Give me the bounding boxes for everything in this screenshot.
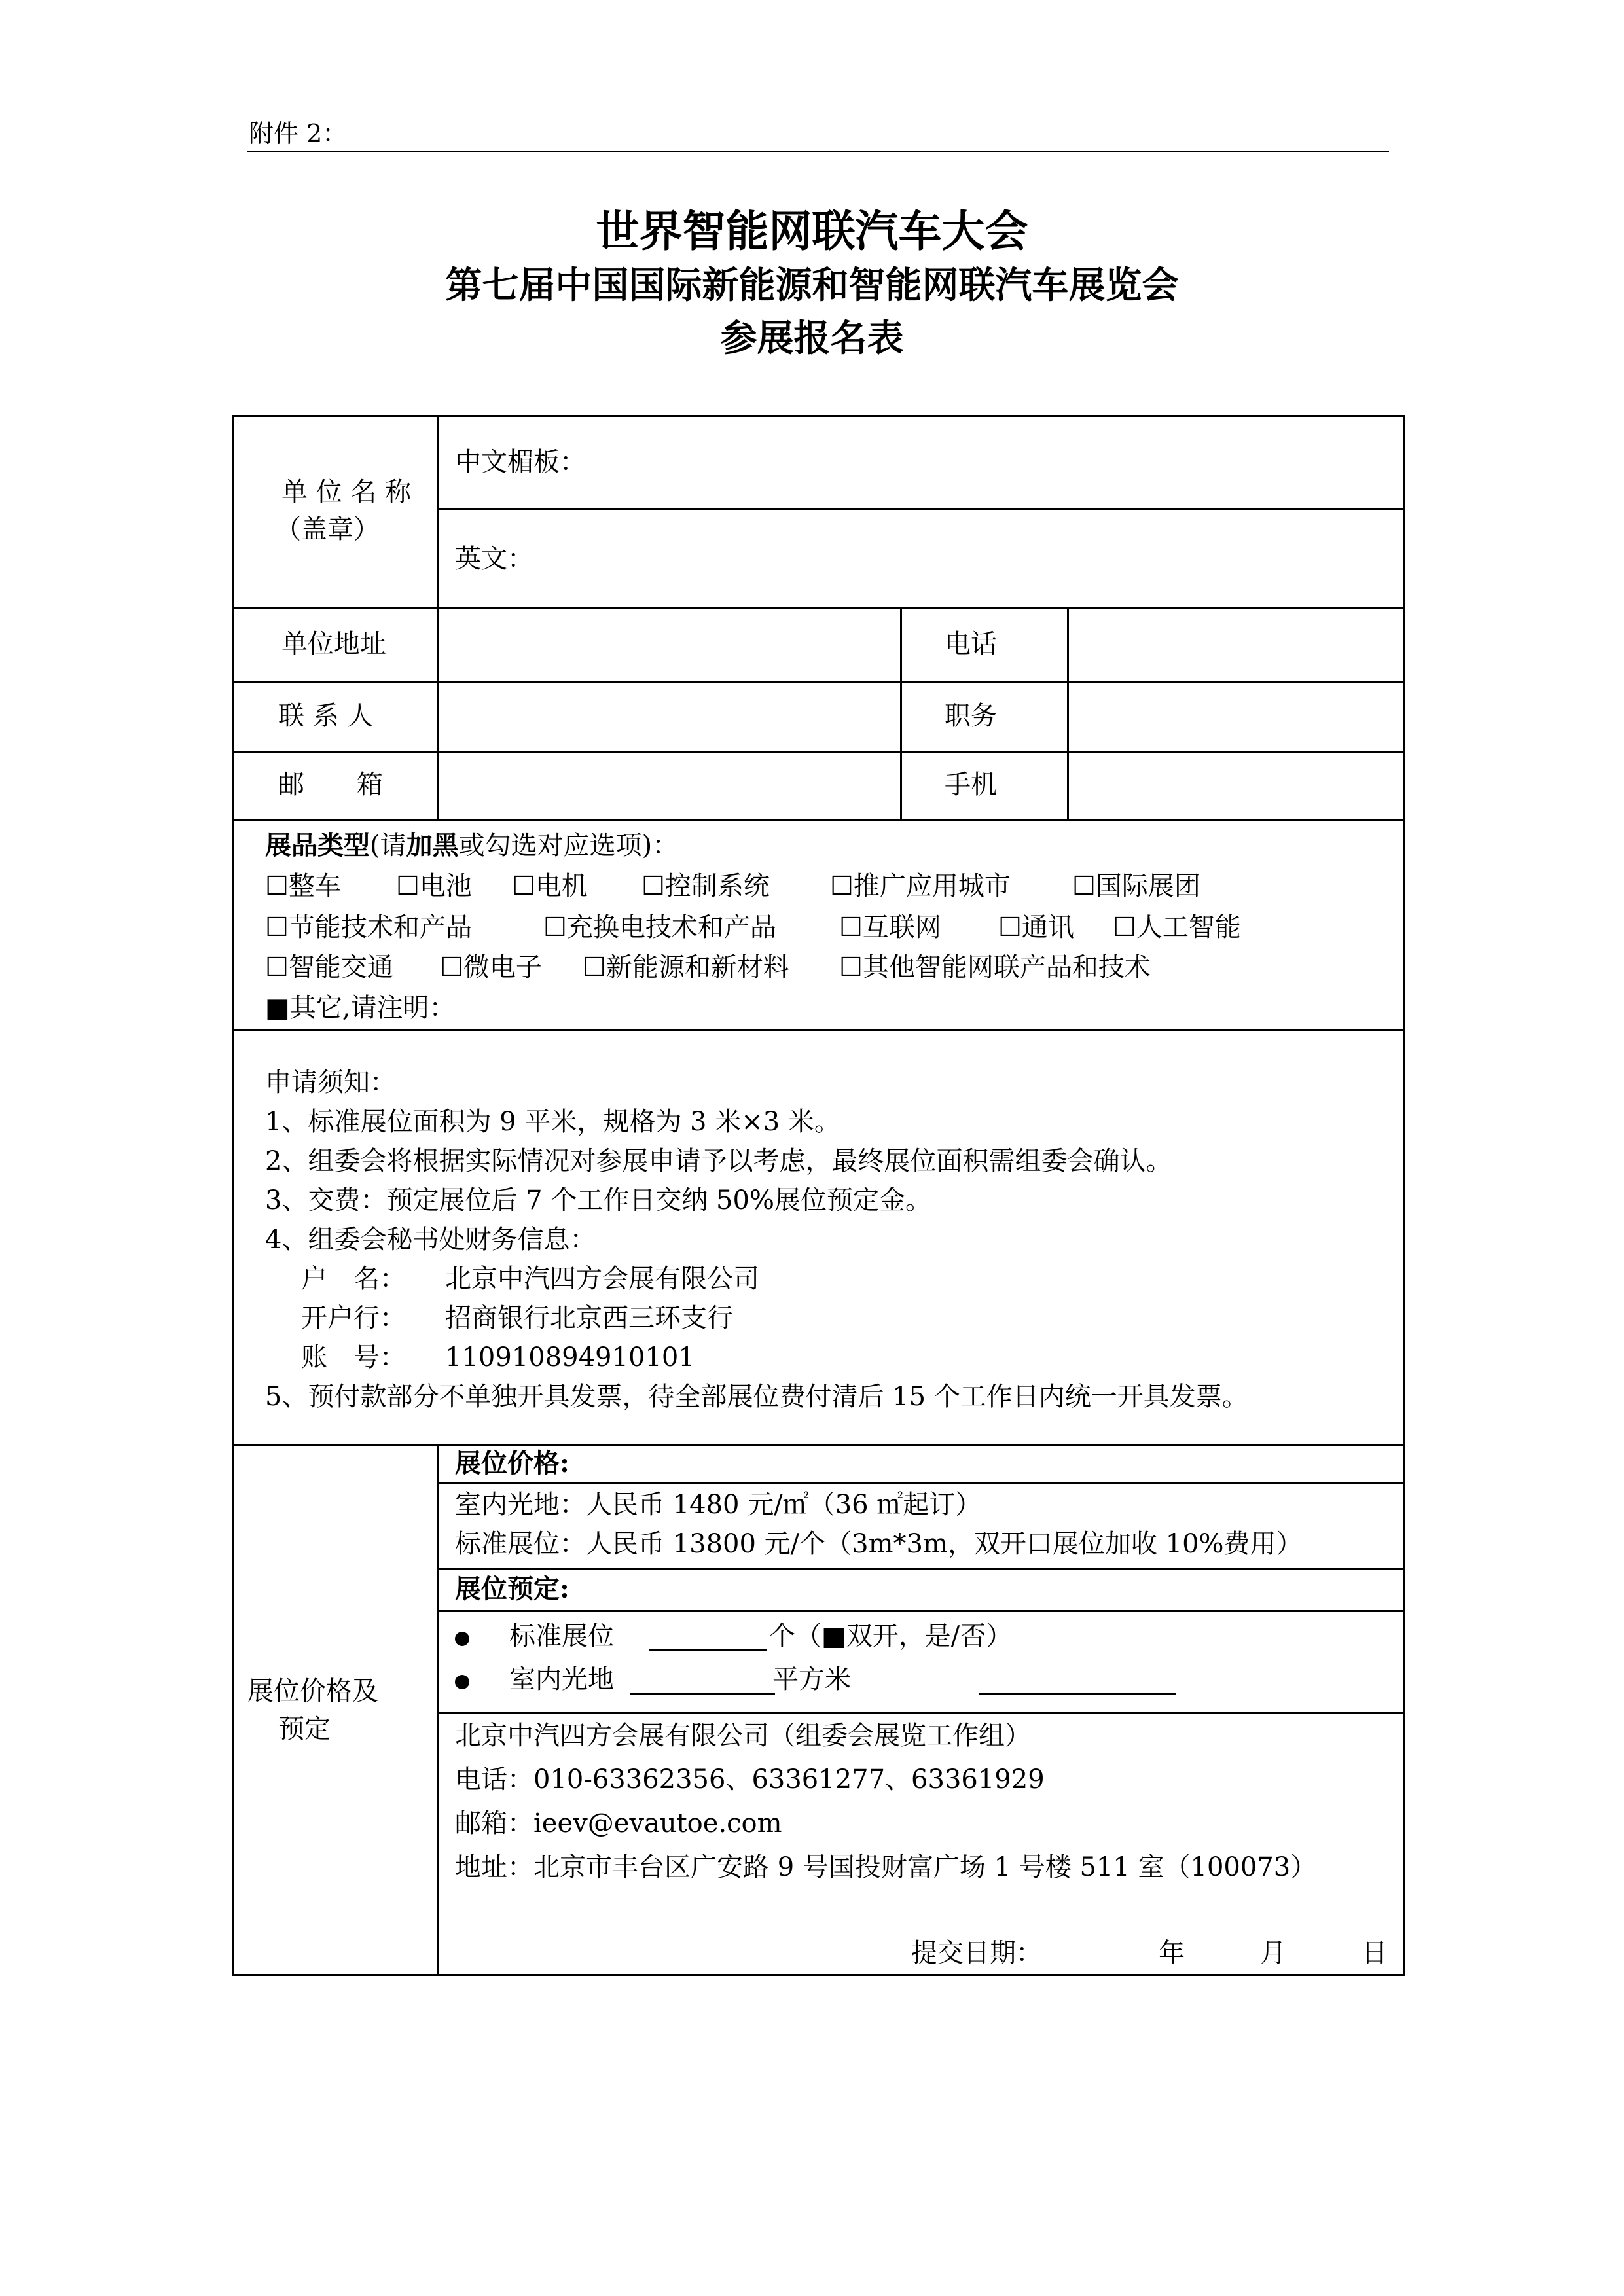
exhibit-option-smart-transport[interactable]: ☐智能交通 <box>265 952 393 982</box>
year-label: 年 <box>1159 1938 1185 1968</box>
exhibit-option-intl-pavilion[interactable]: ☐国际展团 <box>1072 871 1200 901</box>
mobile-label: 手机 <box>945 770 997 800</box>
price-standard: 标准展位：人民币 13800 元/个（3m*3m，双开口展位加收 10%费用） <box>455 1529 1303 1559</box>
booking-standard-label: 标准展位 <box>509 1621 614 1651</box>
cn-name-label: 中文楣板： <box>455 447 586 477</box>
position-label: 职务 <box>945 701 997 731</box>
exhibit-option-telecom[interactable]: ☐通讯 <box>998 912 1074 942</box>
exhibit-option-energy-saving[interactable]: ☐节能技术和产品 <box>265 912 472 942</box>
exhibit-option-other-icv[interactable]: ☐其他智能网联产品和技术 <box>839 952 1151 982</box>
header-rule <box>247 151 1389 152</box>
table-border-bottom <box>232 1974 1405 1976</box>
notice-item-5: 5、预付款部分不单独开具发票，待全部展位费付清后 15 个工作日内统一开具发票。 <box>265 1382 1248 1412</box>
price-indoor: 室内光地：人民币 1480 元/㎡（36 ㎡起订） <box>455 1490 982 1520</box>
exhibit-types-heading <box>265 830 678 861</box>
bank-name: 招商银行北京西三环支行 <box>445 1303 733 1333</box>
phone-field[interactable] <box>1072 612 1399 677</box>
notice-item-2: 2、组委会将根据实际情况对参展申请予以考虑，最终展位面积需组委会确认。 <box>265 1146 1172 1176</box>
account-name: 北京中汽四方会展有限公司 <box>445 1264 759 1294</box>
submit-year-field[interactable] <box>1060 1934 1152 1968</box>
booking-standard-unit: 个（■双开，是/否） <box>769 1621 1013 1651</box>
contact-label: 联 系 人 <box>278 701 374 731</box>
booking-indoor-label: 室内光地 <box>509 1664 614 1695</box>
notice-item-3: 3、交费：预定展位后 7 个工作日交纳 50%展位预定金。 <box>265 1185 931 1215</box>
table-border-top <box>232 415 1405 417</box>
divider <box>232 681 1405 683</box>
exhibit-option-charging[interactable]: ☐充换电技术和产品 <box>543 912 776 942</box>
booking-extra-field[interactable] <box>979 1666 1176 1695</box>
month-label: 月 <box>1260 1938 1286 1968</box>
heading-text: 或勾选对应选项)： <box>458 831 679 861</box>
booth-side-label: 展位价格及 <box>247 1676 378 1706</box>
table-border-left <box>232 415 234 1976</box>
mobile-field[interactable] <box>1072 755 1399 816</box>
heading-text: (请 <box>370 831 406 861</box>
divider <box>437 1568 1405 1570</box>
exhibit-option-ai[interactable]: ☐人工智能 <box>1113 912 1241 942</box>
account-number: 110910894910101 <box>445 1342 695 1372</box>
heading-bold: 加黑 <box>406 830 459 861</box>
cn-name-field[interactable] <box>589 425 1394 501</box>
notice-item-1: 1、标准展位面积为 9 平米，规格为 3 米×3 米。 <box>265 1107 840 1137</box>
en-name-label: 英文： <box>455 544 533 574</box>
divider <box>437 508 1405 510</box>
company-name-label: 单 位 名 称 <box>281 477 412 507</box>
exhibit-option-other[interactable]: ■其它,请注明： <box>265 993 456 1023</box>
email-field[interactable] <box>442 755 897 816</box>
account-number-label: 账 号： <box>301 1342 406 1372</box>
booking-indoor-unit: 平方米 <box>772 1664 851 1695</box>
en-name-field[interactable] <box>537 517 1394 602</box>
company-seal-label: （盖章） <box>275 514 380 545</box>
title-exhibition: 第七届中国国际新能源和智能网联汽车展览会 <box>445 264 1179 307</box>
price-heading: 展位价格: <box>455 1448 569 1479</box>
divider <box>232 1029 1405 1031</box>
position-field[interactable] <box>1072 684 1399 748</box>
address-label: 单位地址 <box>281 629 386 659</box>
notice-item-4: 4、组委会秘书处财务信息： <box>265 1225 596 1255</box>
divider <box>232 607 1405 609</box>
booth-side-label-2: 预定 <box>278 1714 331 1744</box>
divider <box>437 1482 1405 1484</box>
heading-bold: 展品类型 <box>265 830 370 861</box>
contact-email: 邮箱：ieev@evautoe.com <box>455 1808 782 1839</box>
booth-label-divider <box>437 1444 439 1974</box>
submit-date-label: 提交日期： <box>911 1938 1042 1968</box>
contact-field[interactable] <box>442 684 897 748</box>
contact-address: 地址：北京市丰台区广安路 9 号国投财富广场 1 号楼 511 室（100073） <box>455 1852 1317 1882</box>
bullet-icon <box>455 1632 469 1646</box>
divider <box>232 751 1405 753</box>
submit-month-field[interactable] <box>1191 1934 1257 1968</box>
title-form: 参展报名表 <box>720 317 904 360</box>
exhibit-option-control-system[interactable]: ☐控制系统 <box>641 871 770 901</box>
exhibit-option-whole-vehicle[interactable]: ☐整车 <box>265 871 341 901</box>
submit-day-field[interactable] <box>1293 1934 1358 1968</box>
contact-company: 北京中汽四方会展有限公司（组委会展览工作组） <box>455 1721 1031 1751</box>
contact-phone: 电话：010-63362356、63361277、63361929 <box>455 1765 1045 1795</box>
email-label: 邮 箱 <box>278 770 383 800</box>
notice-heading: 申请须知： <box>265 1067 396 1098</box>
title-conference: 世界智能网联汽车大会 <box>596 206 1028 257</box>
exhibit-option-motor[interactable]: ☐电机 <box>512 871 588 901</box>
day-label: 日 <box>1362 1938 1388 1968</box>
exhibit-option-promotion-city[interactable]: ☐推广应用城市 <box>830 871 1011 901</box>
exhibit-option-internet[interactable]: ☐互联网 <box>839 912 941 942</box>
exhibit-option-new-materials[interactable]: ☐新能源和新材料 <box>583 952 789 982</box>
bank-label: 开户行： <box>301 1303 406 1333</box>
divider <box>900 607 902 819</box>
table-border-right <box>1403 415 1405 1976</box>
label-column-divider <box>437 415 439 819</box>
booking-heading: 展位预定: <box>455 1573 569 1604</box>
bullet-icon <box>455 1675 469 1689</box>
booking-standard-qty-field[interactable] <box>649 1623 767 1651</box>
exhibit-option-microelectronics[interactable]: ☐微电子 <box>440 952 542 982</box>
address-field[interactable] <box>442 612 897 677</box>
exhibit-option-battery[interactable]: ☐电池 <box>396 871 472 901</box>
divider <box>232 1444 1405 1446</box>
divider <box>1067 607 1069 819</box>
divider <box>437 1712 1405 1714</box>
phone-label: 电话 <box>945 629 997 659</box>
divider <box>232 819 1405 821</box>
account-name-label: 户 名： <box>301 1264 406 1294</box>
divider <box>437 1610 1405 1612</box>
attachment-label: 附件 2： <box>249 119 348 148</box>
booking-indoor-area-field[interactable] <box>630 1666 775 1695</box>
